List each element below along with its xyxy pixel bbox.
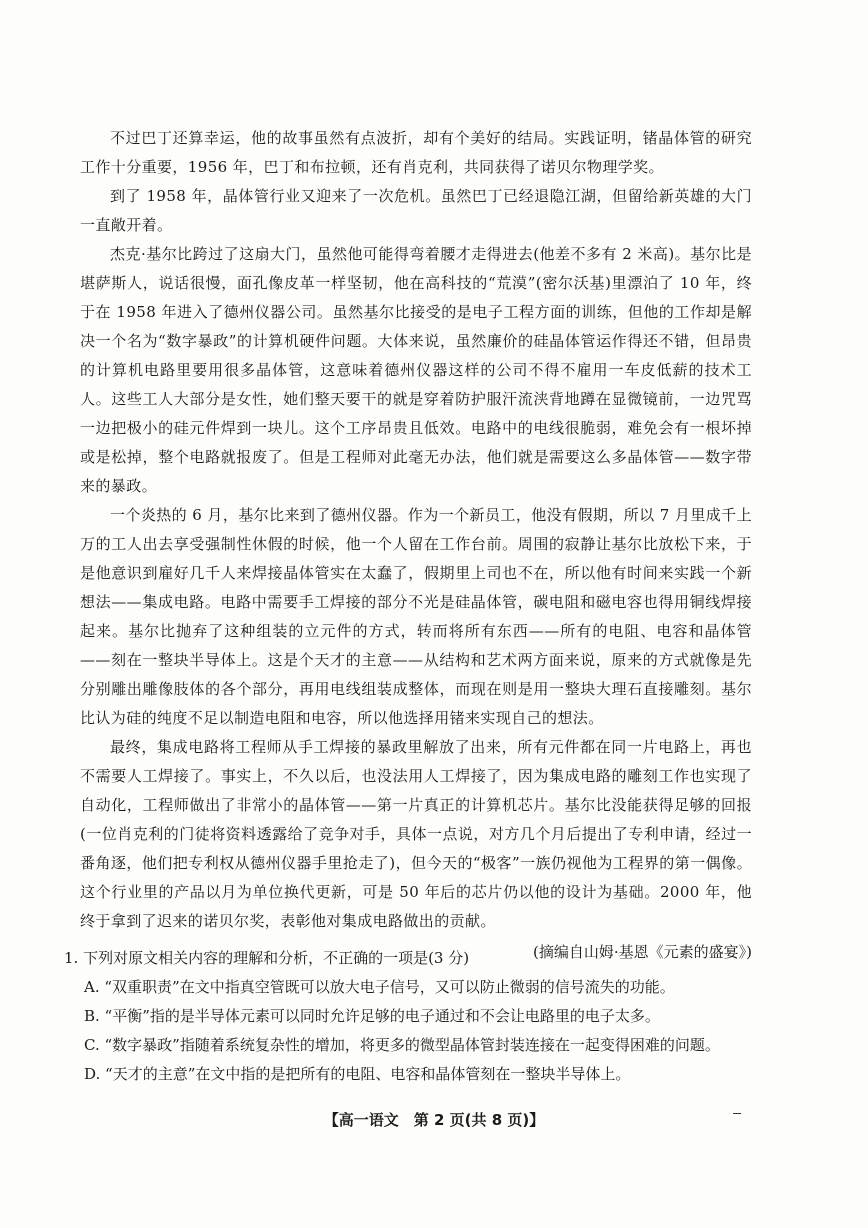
passage-paragraph-1: 不过巴丁还算幸运，他的故事虽然有点波折，却有个美好的结局。实践证明，锗晶体管的研究工作十分重要，1956 年，巴丁和布拉顿，还有肖克利，共同获得了诺贝尔物理学奖。 — [80, 129, 752, 176]
option-c: C. “数字暴政”指随着系统复杂性的增加，将更多的微型晶体管封装连接在一起变得困难的问题。 — [84, 1036, 720, 1054]
reading-passage — [80, 124, 752, 967]
passage-source: (摘编自山姆·基恩《元素的盛宴》) — [533, 943, 752, 961]
passage-paragraph-5: 最终，集成电路将工程师从手工焊接的暴政里解放了出来，所有元件都在同一片电路上，再也不需要人工焊接了。事实上，不久以后，也没法用人工焊接了，因为集成电路的雕刻工作也实现了自动化，工程师做出了非常小的晶体管——第一片真正的计算机芯片。基尔比没能获得足够的回报(一位肖克利的门徒将资料透露给了竞争对手，具体一点说，对方几个月后提出了专利申请，经过一番角逐，他们把专利权从德州仪器手里抢走了)，但今天的“极客”一族仍视他为工程界的第一偶像。这个行业里的产品以月为单位换代更新，可是 50 年后的芯片仍以他的设计为基础。2000 年，他终于拿到了迟来的诺贝尔奖，表彰他对集成电路做出的贡献。 — [80, 738, 752, 930]
passage-paragraph-2: 到了 1958 年，晶体管行业又迎来了一次危机。虽然巴丁已经退隐江湖，但留给新英雄的大门一直敞开着。 — [80, 187, 752, 234]
question-stem: 1. 下列对原文相关内容的理解和分析，不正确的一项是(3 分) — [64, 949, 470, 967]
option-b: B. “平衡”指的是半导体元素可以同时允许足够的电子通过和不会让电路里的电子太多。 — [84, 1007, 660, 1025]
question-1 — [64, 944, 754, 1089]
page-footer: 【高一语文 第 2 页(共 8 页)】 — [323, 1111, 545, 1129]
passage-paragraph-3: 杰克·基尔比跨过了这扇大门，虽然他可能得弯着腰才走得进去(他差不多有 2 米高)。基尔比是堪萨斯人，说话很慢，面孔像皮革一样坚韧，他在高科技的“荒漠”(密尔沃基)里漂泊了 10 年，终于在 1958 年进入了德州仪器公司。虽然基尔比接受的是电子工程方面的训练，但他的工作却是解决一个名为“数字暴政”的计算机硬件问题。大体来说，虽然廉价的硅晶体管运作得还不错，但昂贵的计算机电路里要用很多晶体管，这意味着德州仪器这样的公司不得不雇用一车皮低薪的技术工人。这些工人大部分是女性，她们整天要干的就是穿着防护服汗流浃背地蹲在显微镜前，一边咒骂一边把极小的硅元件焊到一块儿。这个工序昂贵且低效。电路中的电线很脆弱，难免会有一根坏掉或是松掉，整个电路就报废了。但是工程师对此毫无办法，他们就是需要这么多晶体管——数字带来的暴政。 — [80, 245, 752, 495]
option-a: A. “双重职责”在文中指真空管既可以放大电子信号，又可以防止微弱的信号流失的功能。 — [84, 978, 675, 996]
option-d: D. “天才的主意”在文中指的是把所有的电阻、电容和晶体管刻在一整块半导体上。 — [84, 1065, 631, 1083]
passage-paragraph-4: 一个炎热的 6 月，基尔比来到了德州仪器。作为一个新员工，他没有假期，所以 7 月里成千上万的工人出去享受强制性休假的时候，他一个人留在工作台前。周围的寂静让基尔比放松下来，于是他意识到雇好几千人来焊接晶体管实在太蠢了，假期里上司也不在，所以他有时间来实践一个新想法——集成电路。电路中需要手工焊接的部分不光是硅晶体管，碳电阻和磁电容也得用铜线焊接起来。基尔比抛弃了这种组装的立元件的方式，转而将所有东西——所有的电阻、电容和晶体管——刻在一整块半导体上。这是个天才的主意——从结构和艺术两方面来说，原来的方式就像是先分别雕出雕像肢体的各个部分，再用电线组装成整体，而现在则是用一整块大理石直接雕刻。基尔比认为硅的纯度不足以制造电阻和电容，所以他选择用锗来实现自己的想法。 — [80, 506, 752, 727]
footer-dash — [733, 1113, 741, 1114]
